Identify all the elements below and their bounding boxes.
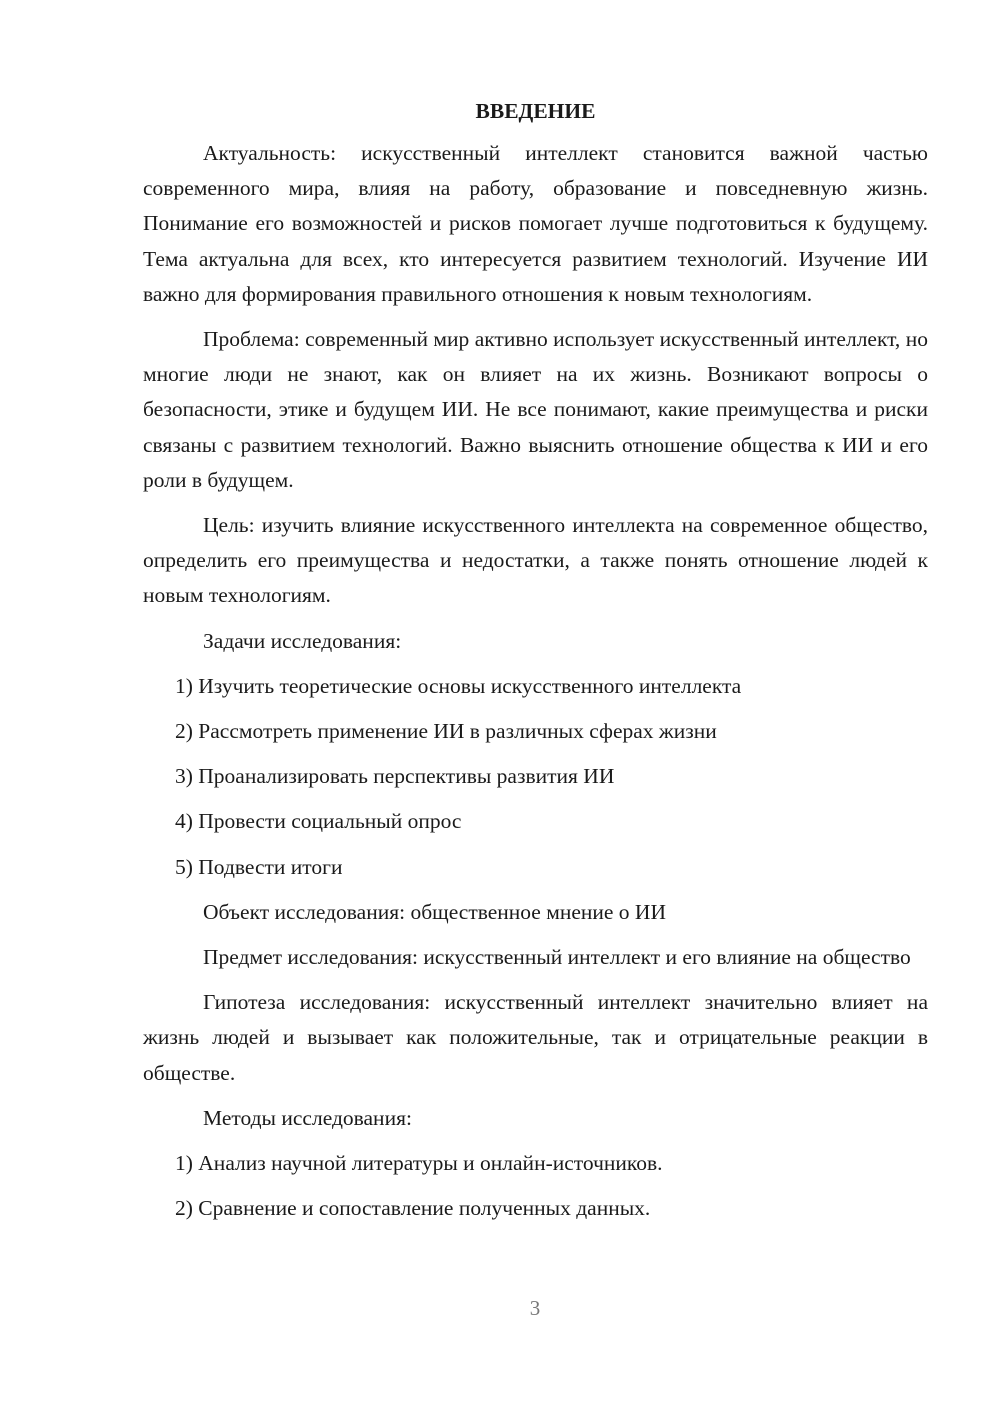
task-item: 1) Изучить теоретические основы искусственного интеллекта <box>175 673 742 698</box>
task-item: 4) Провести социальный опрос <box>175 809 462 834</box>
goal-paragraph: Цель: изучить влияние искусственного интеллекта на современное общество, определить его преимущества и недостатки, а также понять отношение людей к новым технологиям. <box>143 513 928 608</box>
method-item: 1) Анализ научной литературы и онлайн-источников. <box>175 1151 663 1176</box>
task-item: 5) Подвести итоги <box>175 854 343 879</box>
methods-heading: Методы исследования: <box>203 1105 412 1130</box>
tasks-heading: Задачи исследования: <box>203 628 402 653</box>
relevance-paragraph: Актуальность: искусственный интеллект становится важной частью современного мира, влияя на работу, образование и повседневную жизнь. Понимание его возможностей и рисков помогает лучше подготовиться к будущему. Тема актуальна для всех, кто интересуется развитием технологий. Изучение ИИ важно для формирования правильного отношения к новым технологиям. <box>143 141 928 306</box>
research-subject: Предмет исследования: искусственный интеллект и его влияние на общество <box>203 945 911 970</box>
research-object: Объект исследования: общественное мнение о ИИ <box>203 899 666 924</box>
document-page <box>143 96 928 1236</box>
method-item: 2) Сравнение и сопоставление полученных данных. <box>175 1196 651 1221</box>
research-hypothesis: Гипотеза исследования: искусственный интеллект значительно влияет на жизнь людей и вызывает как положительные, так и отрицательные реакции в обществе. <box>143 990 928 1085</box>
problem-paragraph: Проблема: современный мир активно использует искусственный интеллект, но многие люди не знают, как он влияет на их жизнь. Возникают вопросы о безопасности, этике и будущем ИИ. Не все понимают, какие преимущества и риски связаны с развитием технологий. Важно выяснить отношение общества к ИИ и его роли в будущем. <box>143 327 928 492</box>
section-title: ВВЕДЕНИЕ <box>475 99 596 123</box>
page-number: 3 <box>529 1296 541 1320</box>
task-item: 2) Рассмотреть применение ИИ в различных сферах жизни <box>175 719 717 744</box>
task-item: 3) Проанализировать перспективы развития ИИ <box>175 764 615 789</box>
